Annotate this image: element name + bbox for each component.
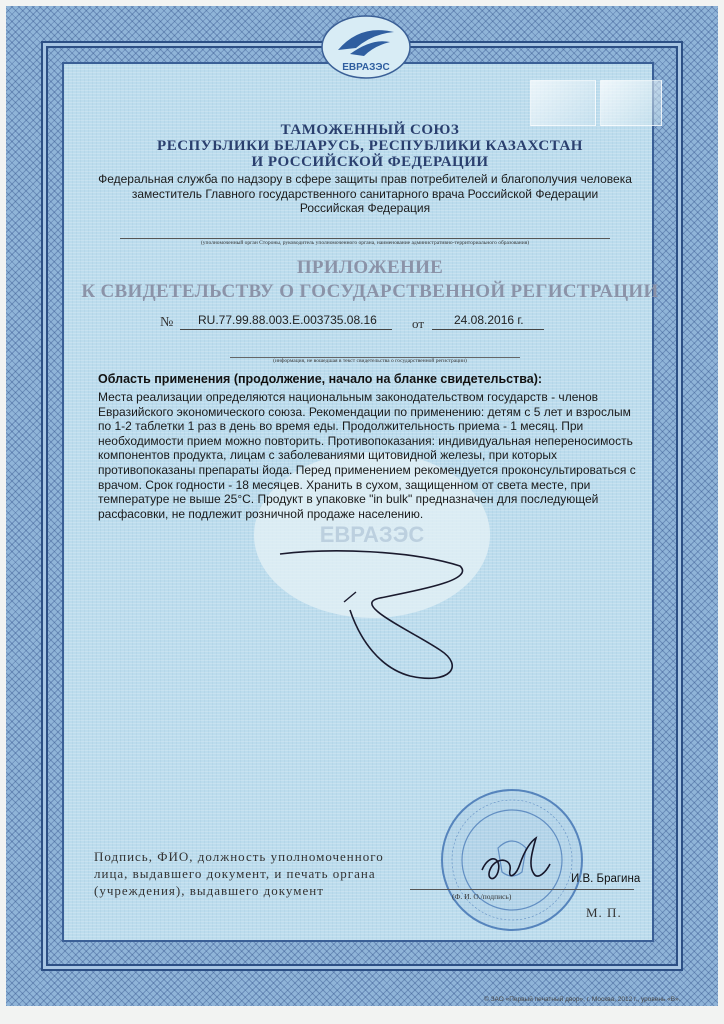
body-line: Места реализации определяются национальным законодательством государств - членов: [98, 390, 599, 404]
info-caption: (информация, не вошедшая в текст свидетельства о государственной регистрации): [273, 358, 467, 364]
official-signature: [476, 830, 556, 890]
section-title: Область применения (продолжение, начало на бланке свидетельства):: [98, 372, 543, 386]
logo-text: ЕВРАЗЭС: [342, 62, 390, 73]
signer-label-line: (учреждения), выдавшего документ: [94, 883, 324, 898]
hologram-left: [530, 80, 596, 126]
application-text: [98, 390, 650, 521]
document-title: [60, 256, 680, 304]
signer-label: [94, 848, 414, 899]
authority-line-2: заместитель Главного государственного санитарного врача Российской Федерации: [131, 186, 599, 201]
title-line-2: К СВИДЕТЕЛЬСТВУ О ГОСУДАРСТВЕННОЙ РЕГИСТРАЦИИ: [81, 281, 659, 302]
signature-rule: [410, 889, 634, 890]
eurasec-logo: [320, 14, 412, 80]
authority-rule: [120, 238, 610, 239]
body-line: температуре не выше 25°С. Продукт в упаковке "in bulk" предназначен для последующей: [98, 492, 599, 507]
registration-date: 24.08.2016 г.: [454, 313, 524, 327]
authority-line-3: Российская Федерация: [299, 201, 431, 215]
number-underline: [180, 329, 392, 330]
customs-union-heading: [120, 122, 620, 170]
watermark-text: ЕВРАЗЭС: [319, 522, 425, 547]
body-line: расфасовки, не подлежит розничной продаже населению.: [98, 506, 424, 521]
union-line-2: РЕСПУБЛИКИ БЕЛАРУСЬ, РЕСПУБЛИКИ КАЗАХСТАН: [157, 138, 583, 154]
official-name: И.В. Брагина: [571, 873, 641, 885]
seal-place-label: М. П.: [586, 905, 622, 920]
blank-fill-stroke: [260, 540, 480, 690]
body-line: компонентов продукта, лицам с заболеваниями щитовидной железы, при которых: [98, 448, 558, 463]
signer-label-line: лица, выдавшего документ, и печать органа: [94, 866, 376, 881]
number-sign: №: [160, 315, 174, 330]
signature-caption: (Ф. И. О./подпись): [452, 892, 512, 901]
issuing-authority: [70, 172, 660, 216]
signer-label-line: Подпись, ФИО, должность уполномоченного: [94, 849, 384, 864]
body-line: врачом. Срок годности - 18 месяцев. Хранить в сухом, защищенном от света месте, при: [98, 477, 591, 492]
title-line-1: ПРИЛОЖЕНИЕ: [296, 257, 444, 278]
union-line-3: И РОССИЙСКОЙ ФЕДЕРАЦИИ: [251, 154, 489, 170]
hologram-right: [600, 80, 662, 126]
from-label: от: [412, 316, 425, 331]
body-line: по 1-2 таблетки 1 раз в день во время еды. Продолжительность приема - 1 месяц. При: [98, 419, 584, 434]
registration-number: RU.77.99.88.003.E.003735.08.16: [198, 313, 377, 327]
authority-caption: (уполномоченный орган Стороны, руководитель уполномоченного органа, наименование административно-территориального образования): [200, 240, 530, 246]
body-line: противопоказаны препараты йода. Перед применением рекомендуется проконсультироваться с: [98, 462, 636, 477]
authority-line-1: Федеральная служба по надзору в сфере защиты прав потребителей и благополучия человека: [98, 172, 632, 186]
body-line: Евразийского экономического союза. Рекомендации по применению: детям с 5 лет и взрослым: [98, 404, 631, 419]
body-line: необходимости прием можно повторить. Противопоказания: индивидуальная непереносимость: [98, 433, 633, 448]
printer-imprint: © ЗАО «Первый печатный двор», г. Москва, 2012 г., уровень «В».: [484, 996, 681, 1003]
union-line-1: ТАМОЖЕННЫЙ СОЮЗ: [280, 122, 460, 138]
date-underline: [432, 329, 544, 330]
